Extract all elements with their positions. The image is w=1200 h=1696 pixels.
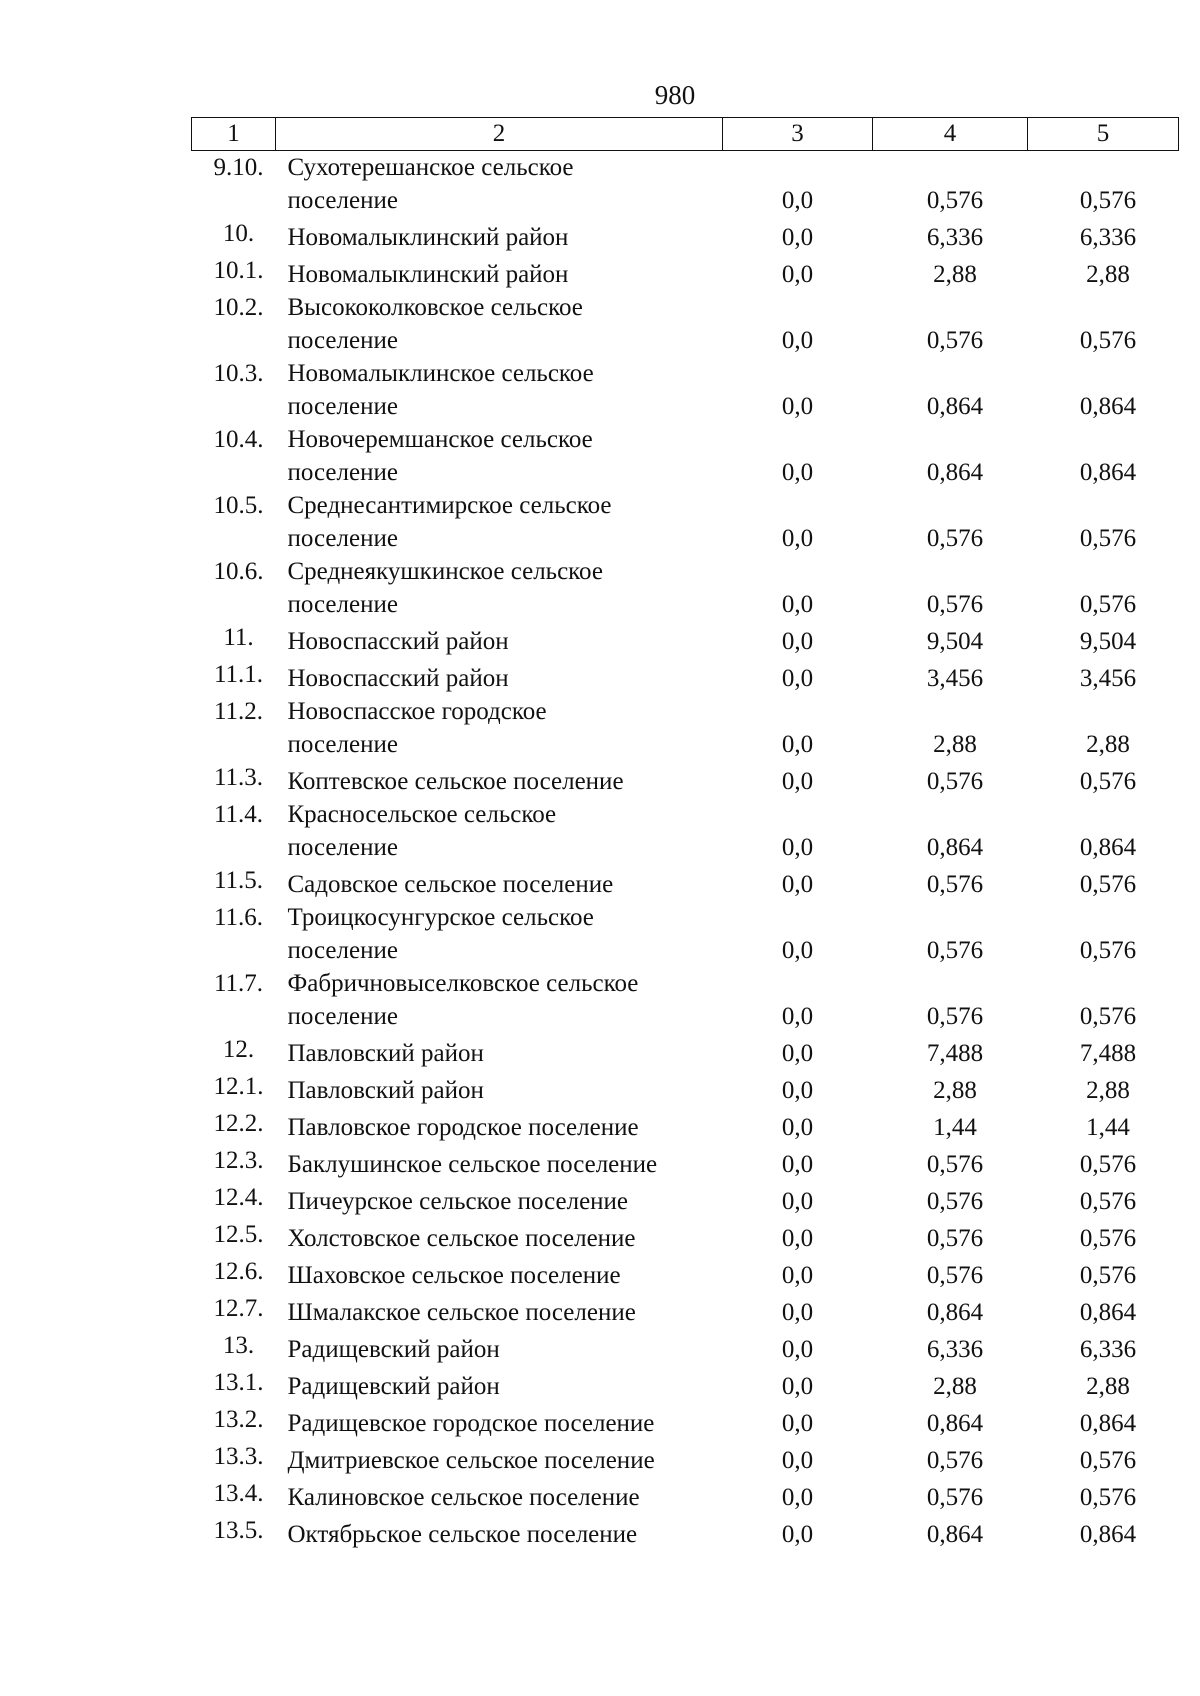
column-header-2: 2 (276, 118, 723, 151)
row-name (276, 291, 723, 357)
row-value-col5: 2,88 (1086, 261, 1130, 288)
row-name-line: Красносельское сельское (287, 801, 557, 828)
row-name-line: поселение (287, 525, 398, 552)
row-name-line: Баклушинское сельское поселение (287, 1151, 658, 1178)
column-header-4: 4 (873, 118, 1028, 151)
column-header-3: 3 (723, 118, 873, 151)
row-name (276, 1366, 723, 1403)
row-value-col5: 0,576 (1079, 187, 1137, 214)
row-number: 11.3. (213, 764, 264, 791)
row-value-col4: 0,864 (926, 1521, 984, 1548)
row-name (276, 1070, 723, 1107)
row-name-line: Среднесантимирское сельское (287, 492, 612, 519)
row-number: 10.5. (213, 492, 264, 519)
row-name-line: Холстовское сельское поселение (287, 1225, 636, 1252)
row-value-col4: 1,44 (933, 1114, 977, 1141)
row-value-col3: 0,0 (781, 1077, 814, 1104)
row-name (276, 1144, 723, 1181)
row-name (276, 1329, 723, 1366)
row-name (276, 864, 723, 901)
row-name-line: Павловское городское поселение (287, 1114, 639, 1141)
table-row (192, 1181, 1179, 1218)
row-number: 12.4. (213, 1184, 264, 1211)
row-value-col3: 0,0 (781, 1114, 814, 1141)
row-value-col5: 3,456 (1079, 665, 1137, 692)
row-value-col5: 9,504 (1079, 628, 1137, 655)
row-value-col4: 0,576 (926, 1151, 984, 1178)
column-header-5: 5 (1028, 118, 1179, 151)
row-value-col5: 0,576 (1079, 591, 1137, 618)
table-row (192, 1033, 1179, 1070)
row-name (276, 798, 723, 864)
row-value-col5: 0,864 (1079, 1299, 1137, 1326)
row-name-line: Новоспасское городское (287, 698, 547, 725)
row-name (276, 423, 723, 489)
row-name-line: Новомалыклинский район (287, 224, 569, 251)
row-number: 10.6. (213, 558, 264, 585)
table-row (192, 489, 1179, 555)
row-name (276, 151, 723, 218)
table-row (192, 1255, 1179, 1292)
row-value-col5: 0,576 (1079, 1447, 1137, 1474)
table-row (192, 658, 1179, 695)
row-value-col3: 0,0 (781, 628, 814, 655)
row-value-col3: 0,0 (781, 768, 814, 795)
table-header (192, 118, 1179, 151)
row-name (276, 357, 723, 423)
row-value-col5: 0,576 (1079, 1151, 1137, 1178)
row-value-col5: 0,576 (1079, 525, 1137, 552)
row-value-col4: 2,88 (933, 1373, 977, 1400)
row-value-col4: 0,576 (926, 591, 984, 618)
row-number: 13.4. (213, 1480, 264, 1507)
row-value-col5: 7,488 (1079, 1040, 1137, 1067)
table-row (192, 1514, 1179, 1551)
row-value-col3: 0,0 (781, 459, 814, 486)
column-header-1: 1 (192, 118, 276, 151)
row-value-col4: 2,88 (933, 1077, 977, 1104)
row-name-line: Новоспасский район (287, 665, 509, 692)
row-value-col5: 0,576 (1079, 1188, 1137, 1215)
table-row (192, 967, 1179, 1033)
row-number: 11.7. (213, 970, 264, 997)
row-value-col5: 1,44 (1086, 1114, 1130, 1141)
table-row (192, 1440, 1179, 1477)
table-row (192, 291, 1179, 357)
table-row (192, 217, 1179, 254)
table-row (192, 621, 1179, 658)
table-row (192, 423, 1179, 489)
row-value-col4: 0,864 (926, 1299, 984, 1326)
row-value-col5: 2,88 (1086, 731, 1130, 758)
row-name-line: Сухотерешанское сельское (287, 154, 574, 181)
table-row (192, 254, 1179, 291)
row-value-col5: 0,864 (1079, 834, 1137, 861)
table-row (192, 1329, 1179, 1366)
row-value-col5: 0,576 (1079, 1262, 1137, 1289)
row-value-col3: 0,0 (781, 1484, 814, 1511)
row-name-line: Радищевский район (287, 1336, 500, 1363)
row-number: 13.3. (213, 1443, 264, 1470)
row-value-col5: 2,88 (1086, 1373, 1130, 1400)
row-value-col4: 0,576 (926, 871, 984, 898)
row-value-col4: 6,336 (926, 1336, 984, 1363)
row-name-line: Калиновское сельское поселение (287, 1484, 640, 1511)
row-name-line: Павловский район (287, 1040, 484, 1067)
row-number: 12.6. (213, 1258, 264, 1285)
row-name (276, 1255, 723, 1292)
row-value-col4: 9,504 (926, 628, 984, 655)
row-name-line: поселение (287, 1003, 398, 1030)
table-row (192, 151, 1179, 218)
row-number: 11.5. (213, 867, 264, 894)
row-name-line: поселение (287, 591, 398, 618)
row-name-line: Новочеремшанское сельское (287, 426, 593, 453)
row-name-line: Шмалакское сельское поселение (287, 1299, 636, 1326)
row-value-col3: 0,0 (781, 731, 814, 758)
row-number: 12.5. (213, 1221, 264, 1248)
table-row (192, 1107, 1179, 1144)
table-row (192, 1366, 1179, 1403)
row-name (276, 555, 723, 621)
row-value-col5: 6,336 (1079, 1336, 1137, 1363)
row-number: 9.10. (213, 154, 264, 181)
table-row (192, 555, 1179, 621)
row-name-line: Среднеякушкинское сельское (287, 558, 603, 585)
row-number: 13.1. (213, 1369, 264, 1396)
row-value-col5: 0,576 (1079, 768, 1137, 795)
table-row (192, 1070, 1179, 1107)
row-number: 13. (222, 1332, 255, 1359)
row-number: 12. (222, 1036, 255, 1063)
row-value-col3: 0,0 (781, 1225, 814, 1252)
row-value-col5: 6,336 (1079, 224, 1137, 251)
row-name (276, 621, 723, 658)
row-number: 10.4. (213, 426, 264, 453)
data-table (191, 117, 1179, 1551)
row-name (276, 489, 723, 555)
row-number: 10. (222, 220, 255, 247)
table-row (192, 1144, 1179, 1181)
row-name-line: Новомалыклинское сельское (287, 360, 594, 387)
row-value-col5: 2,88 (1086, 1077, 1130, 1104)
row-value-col3: 0,0 (781, 261, 814, 288)
row-value-col5: 0,576 (1079, 1225, 1137, 1252)
row-value-col4: 0,576 (926, 768, 984, 795)
table-row (192, 864, 1179, 901)
row-number: 13.5. (213, 1517, 264, 1544)
row-value-col4: 0,864 (926, 834, 984, 861)
table-row (192, 357, 1179, 423)
row-value-col4: 2,88 (933, 731, 977, 758)
row-name-line: Коптевское сельское поселение (287, 768, 624, 795)
row-name (276, 658, 723, 695)
row-name-line: поселение (287, 731, 398, 758)
row-name (276, 695, 723, 761)
row-name (276, 254, 723, 291)
row-number: 11.4. (213, 801, 264, 828)
row-name-line: Троицкосунгурское сельское (287, 904, 594, 931)
table-row (192, 1403, 1179, 1440)
row-name-line: Радищевское городское поселение (287, 1410, 655, 1437)
row-name-line: поселение (287, 327, 398, 354)
row-number: 10.2. (213, 294, 264, 321)
row-value-col4: 0,576 (926, 1447, 984, 1474)
row-value-col5: 0,864 (1079, 459, 1137, 486)
row-name (276, 1218, 723, 1255)
row-number: 13.2. (213, 1406, 264, 1433)
row-value-col4: 3,456 (926, 665, 984, 692)
row-name-line: Садовское сельское поселение (287, 871, 614, 898)
row-value-col3: 0,0 (781, 1188, 814, 1215)
row-value-col3: 0,0 (781, 393, 814, 420)
row-name (276, 1292, 723, 1329)
row-value-col4: 0,576 (926, 1484, 984, 1511)
row-value-col3: 0,0 (781, 1447, 814, 1474)
row-value-col3: 0,0 (781, 665, 814, 692)
row-name-line: Павловский район (287, 1077, 484, 1104)
row-value-col3: 0,0 (781, 1521, 814, 1548)
row-value-col4: 0,576 (926, 525, 984, 552)
row-value-col4: 7,488 (926, 1040, 984, 1067)
row-value-col4: 0,864 (926, 459, 984, 486)
row-value-col3: 0,0 (781, 224, 814, 251)
row-value-col4: 0,864 (926, 393, 984, 420)
row-name (276, 217, 723, 254)
row-value-col3: 0,0 (781, 327, 814, 354)
row-value-col3: 0,0 (781, 591, 814, 618)
row-name (276, 761, 723, 798)
table-row (192, 1292, 1179, 1329)
row-value-col5: 0,864 (1079, 1410, 1137, 1437)
row-number: 11. (223, 624, 254, 651)
row-name-line: Дмитриевское сельское поселение (287, 1447, 655, 1474)
row-number: 12.3. (213, 1147, 264, 1174)
row-value-col4: 0,576 (926, 327, 984, 354)
table-row (192, 1218, 1179, 1255)
row-value-col4: 2,88 (933, 261, 977, 288)
row-value-col3: 0,0 (781, 187, 814, 214)
table-row (192, 1477, 1179, 1514)
row-name-line: поселение (287, 834, 398, 861)
row-value-col3: 0,0 (781, 834, 814, 861)
row-value-col3: 0,0 (781, 1373, 814, 1400)
page-number: 980 (654, 80, 696, 110)
row-value-col3: 0,0 (781, 1040, 814, 1067)
row-value-col5: 0,576 (1079, 1484, 1137, 1511)
row-name (276, 1107, 723, 1144)
row-value-col5: 0,864 (1079, 1521, 1137, 1548)
header-row (192, 118, 1179, 151)
table-row (192, 798, 1179, 864)
row-value-col5: 0,576 (1079, 937, 1137, 964)
row-name-line: поселение (287, 459, 398, 486)
row-name-line: поселение (287, 937, 398, 964)
row-name-line: поселение (287, 393, 398, 420)
row-number: 11.6. (213, 904, 264, 931)
row-name-line: Новомалыклинский район (287, 261, 569, 288)
row-value-col5: 0,576 (1079, 1003, 1137, 1030)
row-value-col4: 0,576 (926, 1262, 984, 1289)
row-value-col4: 0,576 (926, 1003, 984, 1030)
row-name-line: Пичеурское сельское поселение (287, 1188, 629, 1215)
table-body (192, 151, 1179, 1552)
row-name (276, 1440, 723, 1477)
row-value-col4: 0,576 (926, 937, 984, 964)
row-name (276, 901, 723, 967)
row-number: 11.2. (213, 698, 264, 725)
row-value-col4: 0,576 (926, 1188, 984, 1215)
row-name (276, 1403, 723, 1440)
row-value-col3: 0,0 (781, 1410, 814, 1437)
row-value-col3: 0,0 (781, 1151, 814, 1178)
row-number: 10.3. (213, 360, 264, 387)
row-value-col3: 0,0 (781, 1262, 814, 1289)
row-value-col3: 0,0 (781, 1003, 814, 1030)
row-value-col3: 0,0 (781, 525, 814, 552)
table-row (192, 695, 1179, 761)
row-name-line: Шаховское сельское поселение (287, 1262, 621, 1289)
row-name (276, 1033, 723, 1070)
row-name-line: Новоспасский район (287, 628, 509, 655)
table-row (192, 901, 1179, 967)
row-value-col4: 0,576 (926, 1225, 984, 1252)
row-name (276, 1477, 723, 1514)
row-value-col4: 0,576 (926, 187, 984, 214)
row-number: 12.1. (213, 1073, 264, 1100)
row-name-line: Фабричновыселковское сельское (287, 970, 639, 997)
row-number: 12.7. (213, 1295, 264, 1322)
row-name (276, 1514, 723, 1551)
row-value-col4: 6,336 (926, 224, 984, 251)
row-value-col5: 0,576 (1079, 327, 1137, 354)
row-value-col3: 0,0 (781, 937, 814, 964)
row-name-line: Высококолковское сельское (287, 294, 583, 321)
row-name-line: поселение (287, 187, 398, 214)
row-number: 12.2. (213, 1110, 264, 1137)
row-value-col3: 0,0 (781, 871, 814, 898)
row-name (276, 967, 723, 1033)
row-number: 10.1. (213, 257, 264, 284)
row-value-col5: 0,576 (1079, 871, 1137, 898)
row-value-col3: 0,0 (781, 1299, 814, 1326)
row-name-line: Октябрьское сельское поселение (287, 1521, 638, 1548)
row-value-col3: 0,0 (781, 1336, 814, 1363)
table-row (192, 761, 1179, 798)
row-name-line: Радищевский район (287, 1373, 500, 1400)
row-value-col5: 0,864 (1079, 393, 1137, 420)
row-name (276, 1181, 723, 1218)
row-number: 11.1. (213, 661, 264, 688)
row-value-col4: 0,864 (926, 1410, 984, 1437)
